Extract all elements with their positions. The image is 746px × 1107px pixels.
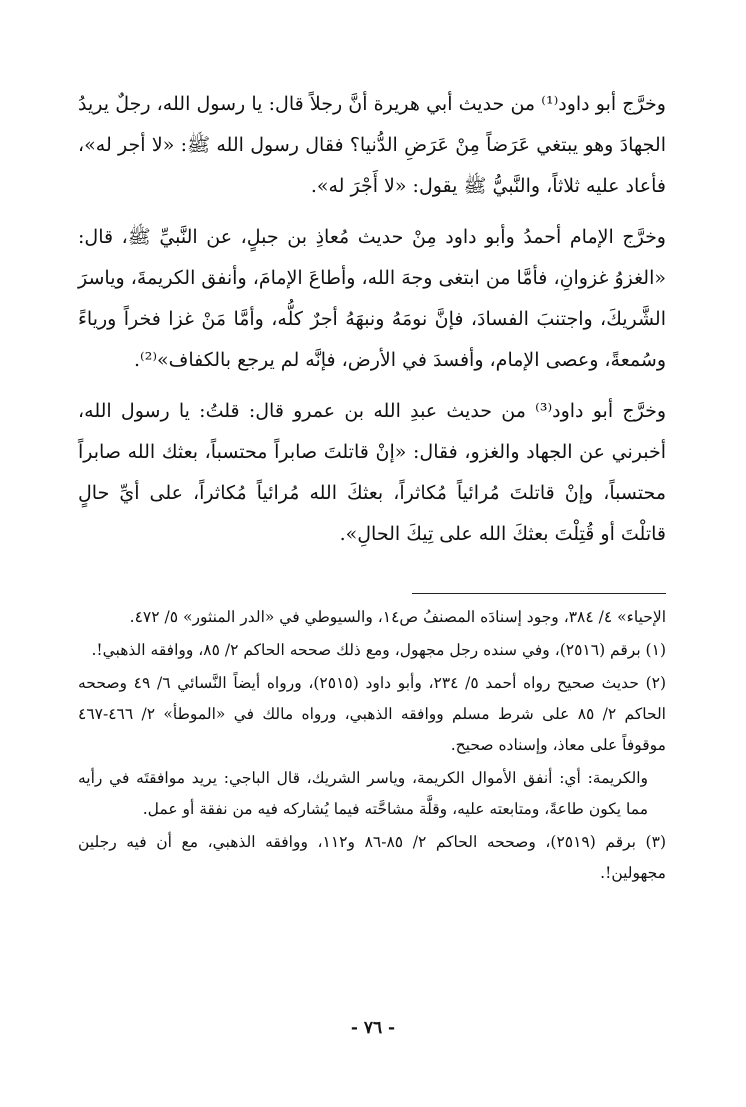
footnote-3: (٣) برقم (٢٥١٩)، وصححه الحاكم ٢/ ٨٥-٨٦ و١١٢، ووافقه الذهبي، مع أن فيه رجلين مجهولين!. [78,833,666,882]
footnote-1: (١) برقم (٢٥١٦)، وفي سنده رجل مجهول، ومع ذلك صححه الحاكم ٢/ ٨٥، ووافقه الذهبي!. [91,641,666,659]
paragraph-1: وخرَّج أبو داود⁽¹⁾ من حديث أبي هريرة أنَّ رجلاً قال: يا رسول الله، رجلٌ يريدُ الجهادَ وهو يبتغي عَرَضاً مِنْ عَرَضِ الدُّنيا؟ فقال رسول الله ﷺ: «لا أجر له»، فأعاد عليه ثلاثاً، والنَّبيُّ ﷺ يقول: «لا أَجْرَ له». [78,93,666,197]
page-number: - ٧٦ - [350,1018,396,1038]
main-text [78,84,666,565]
paragraph-3: وخرَّج أبو داود⁽³⁾ من حديث عبدِ الله بن عمرو قال: قلتُ: يا رسول الله، أخبرني عن الجهاد والغزو، فقال: «إنْ قاتلتَ صابراً محتسباً، بعثك الله صابراً محتسباً، وإنْ قاتلتَ مُرائياً مُكاثراً، بعثكَ الله مُرائياً مُكاثراً، على أيِّ حالٍ قاتلْتَ أو قُتِلْتَ بعثكَ الله على تِيكَ الحالِ». [78,400,666,545]
footnotes [78,602,666,891]
footnote-carryover: الإحياء» ٤/ ٣٨٤، وجود إسنادَه المصنفُ ص١٤، والسيوطي في «الدر المنثور» ٥/ ٤٧٢. [129,608,666,626]
footnote-2: (٢) حديث صحيح رواه أحمد ٥/ ٢٣٤، وأبو داود (٢٥١٥)، ورواه أيضاً النَّسائي ٦/ ٤٩ وصححه الحاكم ٢/ ٨٥ على شرط مسلم ووافقه الذهبي، ورواه مالك في «الموطأ» ٢/ ٤٦٦-٤٦٧ موقوفاً على معاذ، وإسناده صحيح. [78,674,667,754]
footnote-2-continuation: والكريمة: أي: أنفق الأموال الكريمة، وياسر الشريك، قال الباجي: يريد موافقتَه في رأيه مما يكون طاعةً، ومتابعته عليه، وقلَّة مشاحَّته فيما يُشاركه فيه من نفقة أو عمل. [78,769,648,818]
paragraph-2: وخرَّج الإمام أحمدُ وأبو داود مِنْ حديث مُعاذِ بن جبلٍ، عن النَّبيِّ ﷺ، قال: «الغزوُ غزوانِ، فأمَّا من ابتغى وجهَ الله، وأطاعَ الإمامَ، وأنفق الكريمةَ، وياسرَ الشَّريكَ، واجتنبَ الفسادَ، فإنَّ نومَهُ ونبهَهُ أجرٌ كلُّه، وأمَّا مَنْ غزا فخراً ورياءً وسُمعةً، وعصى الإمام، وأفسدَ في الأرض، فإنَّه لم يرجع بالكفاف»⁽²⁾. [78,226,666,371]
footnote-separator [412,593,666,594]
